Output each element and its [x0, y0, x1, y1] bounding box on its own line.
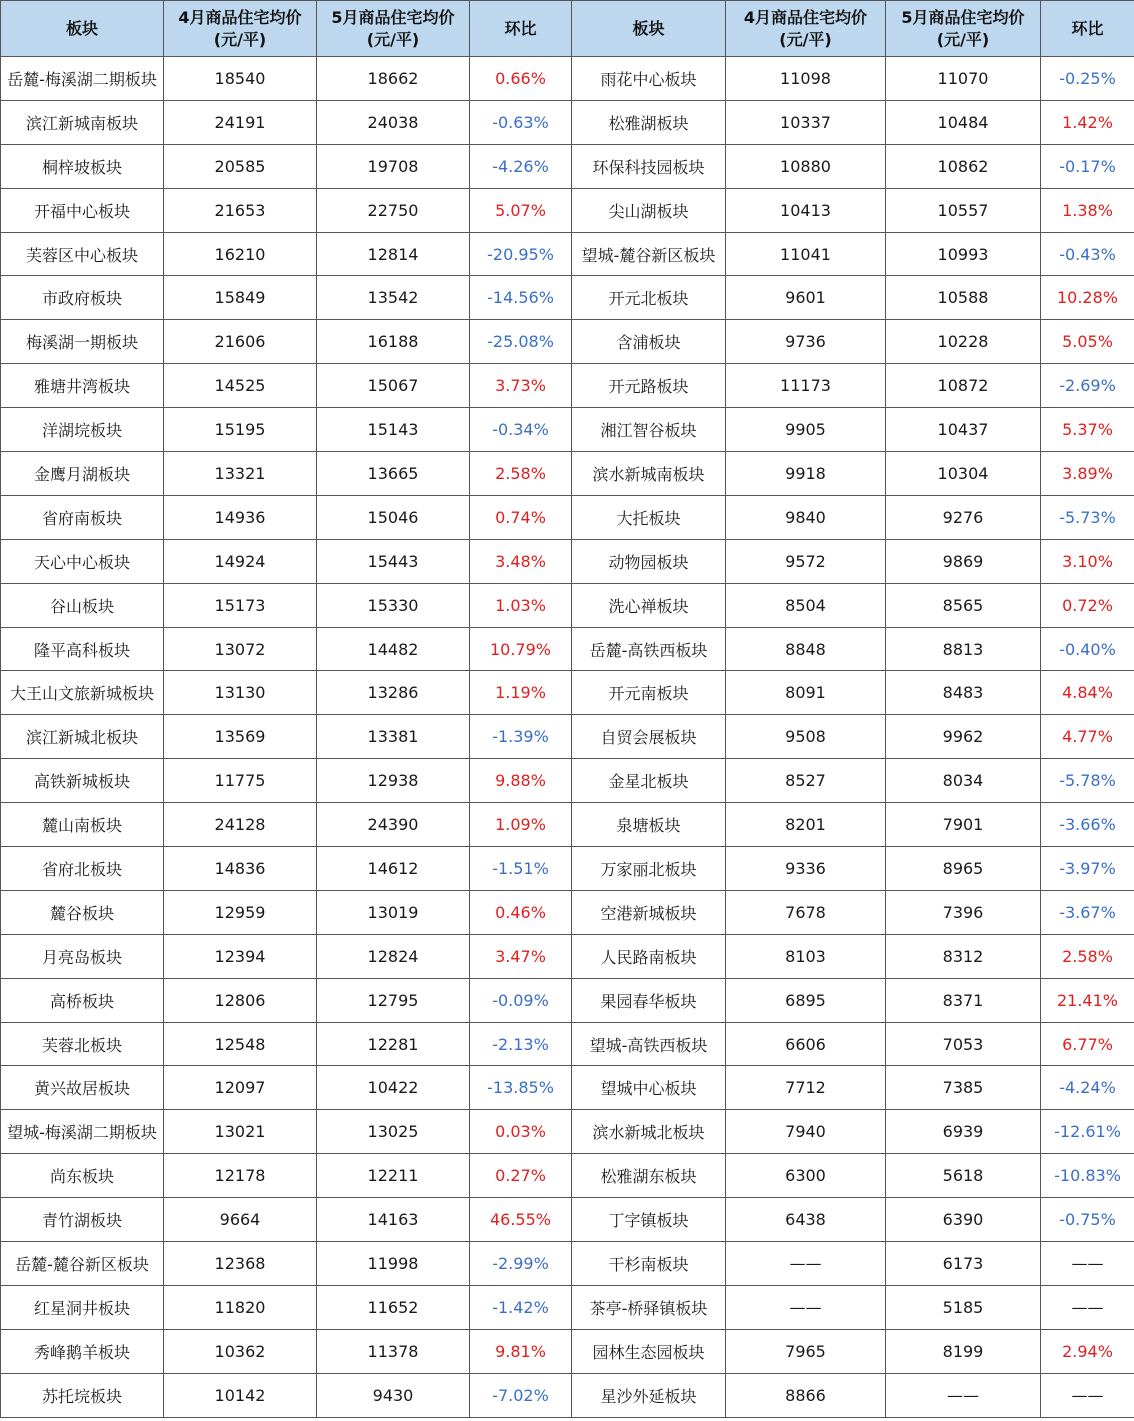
block-name-cell: 开元路板块 [572, 364, 726, 408]
may-price-cell: 11070 [886, 57, 1041, 101]
block-name-cell: 开元北板块 [572, 276, 726, 320]
mom-change-cell: —— [1041, 1285, 1134, 1329]
block-name-cell: 望城-麓谷新区板块 [572, 232, 726, 276]
may-price-cell: 18662 [317, 57, 470, 101]
block-name-cell: 芙蓉北板块 [1, 1022, 164, 1066]
mom-change-cell: 5.37% [1041, 408, 1134, 452]
april-price-cell: 12548 [164, 1022, 317, 1066]
header-may-unit: (元/平) [366, 29, 420, 49]
april-price-cell: 10362 [164, 1329, 317, 1373]
april-price-cell: 15849 [164, 276, 317, 320]
table-row [1, 188, 1134, 232]
mom-change-cell: -2.99% [470, 1242, 572, 1286]
april-price-cell: 8866 [726, 1373, 886, 1417]
block-name-cell: 丁字镇板块 [572, 1198, 726, 1242]
table-row [1, 408, 1134, 452]
april-price-cell: 9336 [726, 847, 886, 891]
april-price-cell: 14924 [164, 539, 317, 583]
april-price-cell: 8848 [726, 627, 886, 671]
block-name-cell: 苏托垸板块 [1, 1373, 164, 1417]
mom-change-cell: -2.69% [1041, 364, 1134, 408]
may-price-cell: 7901 [886, 803, 1041, 847]
block-name-cell: 茶亭-桥驿镇板块 [572, 1285, 726, 1329]
header-block: 板块 [1, 1, 164, 57]
april-price-cell: 9664 [164, 1198, 317, 1242]
header-mom: 环比 [1041, 1, 1134, 57]
april-price-cell: 13321 [164, 452, 317, 496]
mom-change-cell: -13.85% [470, 1066, 572, 1110]
april-price-cell: 6606 [726, 1022, 886, 1066]
header-april-unit: (元/平) [779, 29, 832, 49]
may-price-cell: 13381 [317, 715, 470, 759]
april-price-cell: 24191 [164, 100, 317, 144]
may-price-cell: 16188 [317, 320, 470, 364]
mom-change-cell: -5.78% [1041, 759, 1134, 803]
april-price-cell: 6895 [726, 978, 886, 1022]
may-price-cell: 15067 [317, 364, 470, 408]
table-row [1, 759, 1134, 803]
may-price-cell: 8483 [886, 671, 1041, 715]
mom-change-cell: 9.88% [470, 759, 572, 803]
april-price-cell: 7940 [726, 1110, 886, 1154]
block-name-cell: 果园春华板块 [572, 978, 726, 1022]
block-name-cell: 望城-梅溪湖二期板块 [1, 1110, 164, 1154]
may-price-cell: 8813 [886, 627, 1041, 671]
april-price-cell: 14936 [164, 495, 317, 539]
table-row [1, 803, 1134, 847]
block-name-cell: 天心中心板块 [1, 539, 164, 583]
block-name-cell: 望城-高铁西板块 [572, 1022, 726, 1066]
may-price-cell: 15443 [317, 539, 470, 583]
april-price-cell: 12178 [164, 1154, 317, 1198]
may-price-cell: 6939 [886, 1110, 1041, 1154]
april-price-cell: 18540 [164, 57, 317, 101]
table-row [1, 671, 1134, 715]
block-name-cell: 干杉南板块 [572, 1242, 726, 1286]
may-price-cell: 8199 [886, 1329, 1041, 1373]
april-price-cell: 12097 [164, 1066, 317, 1110]
header-april-price [726, 1, 886, 57]
table-row [1, 934, 1134, 978]
header-may-price [317, 1, 470, 57]
table-row [1, 144, 1134, 188]
block-name-cell: 洋湖垸板块 [1, 408, 164, 452]
mom-change-cell: -4.24% [1041, 1066, 1134, 1110]
mom-change-cell: -5.73% [1041, 495, 1134, 539]
table-row [1, 539, 1134, 583]
mom-change-cell: 3.73% [470, 364, 572, 408]
header-block: 板块 [572, 1, 726, 57]
may-price-cell: 11652 [317, 1285, 470, 1329]
block-name-cell: 空港新城板块 [572, 890, 726, 934]
mom-change-cell: 6.77% [1041, 1022, 1134, 1066]
april-price-cell: 11820 [164, 1285, 317, 1329]
block-name-cell: 梅溪湖一期板块 [1, 320, 164, 364]
mom-change-cell: -1.39% [470, 715, 572, 759]
mom-change-cell: 0.74% [470, 495, 572, 539]
block-name-cell: 滨水新城北板块 [572, 1110, 726, 1154]
april-price-cell: 8201 [726, 803, 886, 847]
mom-change-cell: 21.41% [1041, 978, 1134, 1022]
may-price-cell: 6390 [886, 1198, 1041, 1242]
april-price-cell: 13021 [164, 1110, 317, 1154]
april-price-cell: 20585 [164, 144, 317, 188]
mom-change-cell: 1.09% [470, 803, 572, 847]
april-price-cell: 9572 [726, 539, 886, 583]
block-name-cell: 黄兴故居板块 [1, 1066, 164, 1110]
mom-change-cell: -20.95% [470, 232, 572, 276]
table-row [1, 452, 1134, 496]
april-price-cell: 11041 [726, 232, 886, 276]
block-name-cell: 滨江新城南板块 [1, 100, 164, 144]
april-price-cell: —— [726, 1285, 886, 1329]
mom-change-cell: -10.83% [1041, 1154, 1134, 1198]
may-price-cell: 8034 [886, 759, 1041, 803]
mom-change-cell: 0.66% [470, 57, 572, 101]
may-price-cell: 10557 [886, 188, 1041, 232]
block-name-cell: 雨花中心板块 [572, 57, 726, 101]
april-price-cell: 13569 [164, 715, 317, 759]
mom-change-cell: 9.81% [470, 1329, 572, 1373]
may-price-cell: 10228 [886, 320, 1041, 364]
table-row [1, 715, 1134, 759]
may-price-cell: —— [886, 1373, 1041, 1417]
block-name-cell: 麓山南板块 [1, 803, 164, 847]
block-name-cell: 谷山板块 [1, 583, 164, 627]
may-price-cell: 10588 [886, 276, 1041, 320]
block-name-cell: 大托板块 [572, 495, 726, 539]
block-name-cell: 开元南板块 [572, 671, 726, 715]
may-price-cell: 15143 [317, 408, 470, 452]
block-name-cell: 金鹰月湖板块 [1, 452, 164, 496]
april-price-cell: 7965 [726, 1329, 886, 1373]
mom-change-cell: -0.75% [1041, 1198, 1134, 1242]
mom-change-cell: 2.94% [1041, 1329, 1134, 1373]
header-mom: 环比 [470, 1, 572, 57]
mom-change-cell: 1.19% [470, 671, 572, 715]
may-price-cell: 14612 [317, 847, 470, 891]
header-april-unit: (元/平) [213, 29, 267, 49]
block-name-cell: 万家丽北板块 [572, 847, 726, 891]
april-price-cell: 12394 [164, 934, 317, 978]
header-may-label: 5月商品住宅均价 [331, 7, 455, 27]
may-price-cell: 12938 [317, 759, 470, 803]
april-price-cell: 9918 [726, 452, 886, 496]
april-price-cell: 9601 [726, 276, 886, 320]
mom-change-cell: 3.10% [1041, 539, 1134, 583]
may-price-cell: 14482 [317, 627, 470, 671]
block-name-cell: 洗心禅板块 [572, 583, 726, 627]
mom-change-cell: 0.46% [470, 890, 572, 934]
block-name-cell: 动物园板块 [572, 539, 726, 583]
april-price-cell: 8527 [726, 759, 886, 803]
block-name-cell: 尖山湖板块 [572, 188, 726, 232]
may-price-cell: 10993 [886, 232, 1041, 276]
header-april-label: 4月商品住宅均价 [743, 7, 868, 27]
april-price-cell: 16210 [164, 232, 317, 276]
may-price-cell: 10862 [886, 144, 1041, 188]
mom-change-cell: 3.48% [470, 539, 572, 583]
may-price-cell: 13019 [317, 890, 470, 934]
may-price-cell: 12795 [317, 978, 470, 1022]
mom-change-cell: -0.63% [470, 100, 572, 144]
table-row [1, 276, 1134, 320]
table-row [1, 364, 1134, 408]
mom-change-cell: —— [1041, 1373, 1134, 1417]
april-price-cell: 12806 [164, 978, 317, 1022]
april-price-cell: 9905 [726, 408, 886, 452]
may-price-cell: 9962 [886, 715, 1041, 759]
header-may-price [886, 1, 1041, 57]
may-price-cell: 7385 [886, 1066, 1041, 1110]
table-row [1, 1154, 1134, 1198]
block-name-cell: 星沙外延板块 [572, 1373, 726, 1417]
may-price-cell: 12211 [317, 1154, 470, 1198]
april-price-cell: 9508 [726, 715, 886, 759]
may-price-cell: 8312 [886, 934, 1041, 978]
may-price-cell: 13025 [317, 1110, 470, 1154]
april-price-cell: 7678 [726, 890, 886, 934]
mom-change-cell: -12.61% [1041, 1110, 1134, 1154]
may-price-cell: 24390 [317, 803, 470, 847]
mom-change-cell: 46.55% [470, 1198, 572, 1242]
may-price-cell: 7396 [886, 890, 1041, 934]
table-row [1, 1110, 1134, 1154]
table-row [1, 1329, 1134, 1373]
table-row [1, 57, 1134, 101]
table-row [1, 1285, 1134, 1329]
block-name-cell: 岳麓-麓谷新区板块 [1, 1242, 164, 1286]
block-name-cell: 松雅湖板块 [572, 100, 726, 144]
april-price-cell: 11098 [726, 57, 886, 101]
mom-change-cell: 3.89% [1041, 452, 1134, 496]
may-price-cell: 8965 [886, 847, 1041, 891]
mom-change-cell: -3.66% [1041, 803, 1134, 847]
may-price-cell: 22750 [317, 188, 470, 232]
block-name-cell: 岳麓-梅溪湖二期板块 [1, 57, 164, 101]
april-price-cell: 11775 [164, 759, 317, 803]
block-name-cell: 园林生态园板块 [572, 1329, 726, 1373]
april-price-cell: 14836 [164, 847, 317, 891]
may-price-cell: 10872 [886, 364, 1041, 408]
mom-change-cell: -0.25% [1041, 57, 1134, 101]
block-name-cell: 市政府板块 [1, 276, 164, 320]
may-price-cell: 6173 [886, 1242, 1041, 1286]
april-price-cell: 10880 [726, 144, 886, 188]
april-price-cell: 6300 [726, 1154, 886, 1198]
table-row [1, 232, 1134, 276]
table-body [1, 57, 1134, 1418]
block-name-cell: 雅塘井湾板块 [1, 364, 164, 408]
may-price-cell: 10437 [886, 408, 1041, 452]
april-price-cell: 11173 [726, 364, 886, 408]
block-name-cell: 滨水新城南板块 [572, 452, 726, 496]
mom-change-cell: 4.77% [1041, 715, 1134, 759]
may-price-cell: 8565 [886, 583, 1041, 627]
april-price-cell: 13072 [164, 627, 317, 671]
mom-change-cell: 4.84% [1041, 671, 1134, 715]
may-price-cell: 9869 [886, 539, 1041, 583]
april-price-cell: 15173 [164, 583, 317, 627]
may-price-cell: 13542 [317, 276, 470, 320]
block-name-cell: 滨江新城北板块 [1, 715, 164, 759]
mom-change-cell: 1.03% [470, 583, 572, 627]
may-price-cell: 12814 [317, 232, 470, 276]
mom-change-cell: -3.67% [1041, 890, 1134, 934]
april-price-cell: 8504 [726, 583, 886, 627]
block-name-cell: 高铁新城板块 [1, 759, 164, 803]
mom-change-cell: 1.38% [1041, 188, 1134, 232]
april-price-cell: 15195 [164, 408, 317, 452]
mom-change-cell: -0.09% [470, 978, 572, 1022]
may-price-cell: 9430 [317, 1373, 470, 1417]
header-row [1, 1, 1134, 57]
table-row [1, 583, 1134, 627]
mom-change-cell: -3.97% [1041, 847, 1134, 891]
header-may-unit: (元/平) [936, 29, 990, 49]
block-name-cell: 岳麓-高铁西板块 [572, 627, 726, 671]
block-name-cell: 望城中心板块 [572, 1066, 726, 1110]
mom-change-cell: -4.26% [470, 144, 572, 188]
april-price-cell: 13130 [164, 671, 317, 715]
table-row [1, 978, 1134, 1022]
block-name-cell: 金星北板块 [572, 759, 726, 803]
mom-change-cell: -0.17% [1041, 144, 1134, 188]
mom-change-cell: -7.02% [470, 1373, 572, 1417]
mom-change-cell: 5.05% [1041, 320, 1134, 364]
mom-change-cell: 2.58% [470, 452, 572, 496]
block-name-cell: 麓谷板块 [1, 890, 164, 934]
block-name-cell: 隆平高科板块 [1, 627, 164, 671]
may-price-cell: 15330 [317, 583, 470, 627]
block-name-cell: 松雅湖东板块 [572, 1154, 726, 1198]
april-price-cell: 6438 [726, 1198, 886, 1242]
april-price-cell: 10413 [726, 188, 886, 232]
block-name-cell: 大王山文旅新城板块 [1, 671, 164, 715]
mom-change-cell: -0.40% [1041, 627, 1134, 671]
table-row [1, 847, 1134, 891]
mom-change-cell: 10.79% [470, 627, 572, 671]
april-price-cell: 14525 [164, 364, 317, 408]
block-name-cell: 红星洞井板块 [1, 1285, 164, 1329]
may-price-cell: 10484 [886, 100, 1041, 144]
may-price-cell: 24038 [317, 100, 470, 144]
april-price-cell: 12959 [164, 890, 317, 934]
may-price-cell: 5618 [886, 1154, 1041, 1198]
header-april-price [164, 1, 317, 57]
may-price-cell: 12824 [317, 934, 470, 978]
block-name-cell: 省府北板块 [1, 847, 164, 891]
may-price-cell: 12281 [317, 1022, 470, 1066]
may-price-cell: 19708 [317, 144, 470, 188]
mom-change-cell: -14.56% [470, 276, 572, 320]
block-name-cell: 芙蓉区中心板块 [1, 232, 164, 276]
may-price-cell: 5185 [886, 1285, 1041, 1329]
mom-change-cell: -25.08% [470, 320, 572, 364]
block-name-cell: 尚东板块 [1, 1154, 164, 1198]
block-name-cell: 开福中心板块 [1, 188, 164, 232]
mom-change-cell: 0.72% [1041, 583, 1134, 627]
mom-change-cell: 10.28% [1041, 276, 1134, 320]
block-name-cell: 高桥板块 [1, 978, 164, 1022]
block-name-cell: 泉塘板块 [572, 803, 726, 847]
april-price-cell: 9736 [726, 320, 886, 364]
may-price-cell: 9276 [886, 495, 1041, 539]
may-price-cell: 10304 [886, 452, 1041, 496]
block-name-cell: 环保科技园板块 [572, 144, 726, 188]
table-row [1, 495, 1134, 539]
table-row [1, 1066, 1134, 1110]
april-price-cell: 12368 [164, 1242, 317, 1286]
may-price-cell: 13286 [317, 671, 470, 715]
may-price-cell: 14163 [317, 1198, 470, 1242]
may-price-cell: 7053 [886, 1022, 1041, 1066]
table-row [1, 1242, 1134, 1286]
table-row [1, 890, 1134, 934]
april-price-cell: 21606 [164, 320, 317, 364]
mom-change-cell: -0.34% [470, 408, 572, 452]
header-april-label: 4月商品住宅均价 [178, 7, 302, 27]
mom-change-cell: -0.43% [1041, 232, 1134, 276]
table-row [1, 320, 1134, 364]
block-name-cell: 人民路南板块 [572, 934, 726, 978]
may-price-cell: 11998 [317, 1242, 470, 1286]
mom-change-cell: —— [1041, 1242, 1134, 1286]
mom-change-cell: 3.47% [470, 934, 572, 978]
mom-change-cell: 1.42% [1041, 100, 1134, 144]
table-row [1, 1373, 1134, 1417]
may-price-cell: 13665 [317, 452, 470, 496]
april-price-cell: 21653 [164, 188, 317, 232]
april-price-cell: 8091 [726, 671, 886, 715]
april-price-cell: 10142 [164, 1373, 317, 1417]
block-name-cell: 桐梓坡板块 [1, 144, 164, 188]
header-may-label: 5月商品住宅均价 [901, 7, 1025, 27]
mom-change-cell: 0.27% [470, 1154, 572, 1198]
block-name-cell: 含浦板块 [572, 320, 726, 364]
mom-change-cell: -2.13% [470, 1022, 572, 1066]
block-name-cell: 省府南板块 [1, 495, 164, 539]
may-price-cell: 15046 [317, 495, 470, 539]
block-name-cell: 月亮岛板块 [1, 934, 164, 978]
table-row [1, 1022, 1134, 1066]
may-price-cell: 11378 [317, 1329, 470, 1373]
april-price-cell: 8103 [726, 934, 886, 978]
april-price-cell: 24128 [164, 803, 317, 847]
block-name-cell: 秀峰鹅羊板块 [1, 1329, 164, 1373]
block-name-cell: 青竹湖板块 [1, 1198, 164, 1242]
may-price-cell: 10422 [317, 1066, 470, 1110]
table-row [1, 100, 1134, 144]
mom-change-cell: -1.51% [470, 847, 572, 891]
april-price-cell: 10337 [726, 100, 886, 144]
mom-change-cell: -1.42% [470, 1285, 572, 1329]
april-price-cell: 9840 [726, 495, 886, 539]
mom-change-cell: 2.58% [1041, 934, 1134, 978]
april-price-cell: —— [726, 1242, 886, 1286]
block-name-cell: 湘江智谷板块 [572, 408, 726, 452]
mom-change-cell: 5.07% [470, 188, 572, 232]
mom-change-cell: 0.03% [470, 1110, 572, 1154]
may-price-cell: 8371 [886, 978, 1041, 1022]
april-price-cell: 7712 [726, 1066, 886, 1110]
table-row [1, 1198, 1134, 1242]
block-name-cell: 自贸会展板块 [572, 715, 726, 759]
table-row [1, 627, 1134, 671]
